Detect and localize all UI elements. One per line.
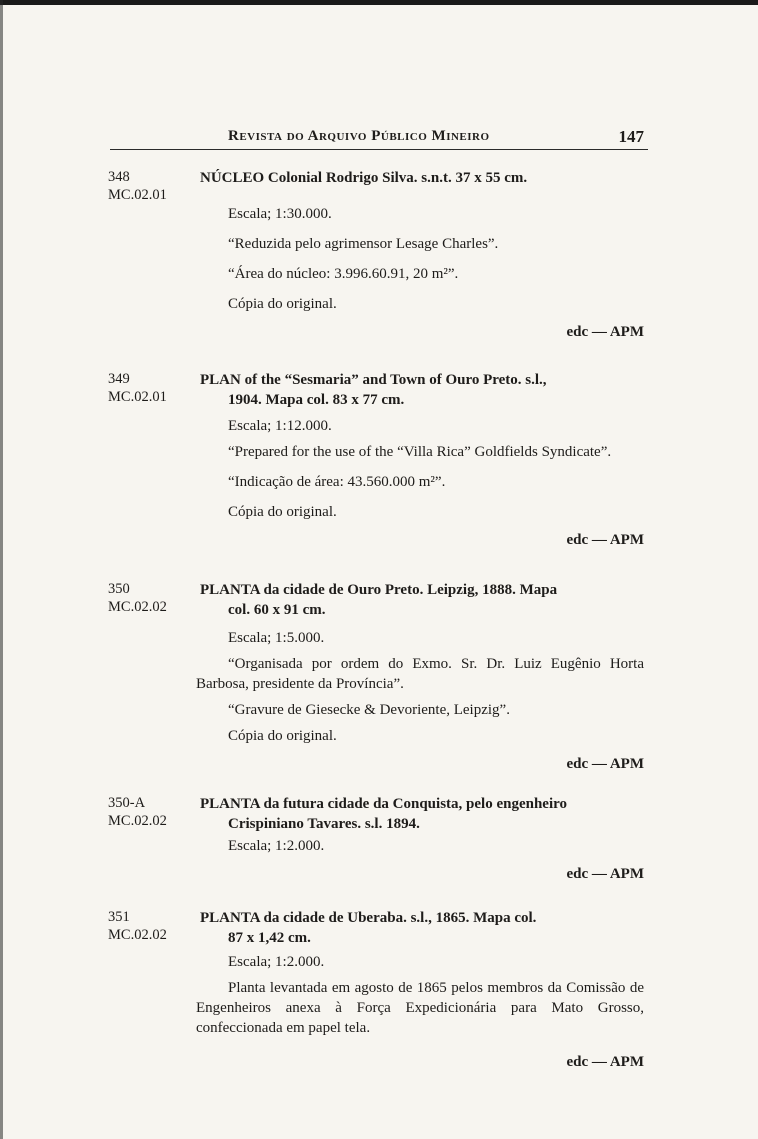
entry-copy-note: Cópia do original.: [228, 296, 337, 312]
entry-note: “Organisada por ordem do Exmo. Sr. Dr. Luiz Eugênio Horta Barbosa, presidente da Província”.: [196, 656, 644, 692]
entry-code: MC.02.02: [108, 813, 167, 829]
entry-description: Planta levantada em agosto de 1865 pelos membros da Comissão de Engenheiros anexa à Força Expedicionária para Mato Grosso, confeccionada em papel tela.: [196, 980, 644, 1036]
entry-title-line-1: PLANTA da cidade de Uberaba. s.l., 1865. Mapa col.: [200, 910, 537, 926]
entry-title-line-1: PLAN of the “Sesmaria” and Town of Ouro Preto. s.l.,: [200, 372, 547, 388]
entry-title-line-1: PLANTA da cidade de Ouro Preto. Leipzig, 1888. Mapa: [200, 582, 558, 598]
entry-engraver-note: “Gravure de Giesecke & Devoriente, Leipzig”.: [228, 702, 510, 718]
page-top-edge: [0, 0, 758, 5]
entry-id: [108, 794, 167, 830]
entry-title: [196, 370, 644, 410]
entry-copy-note: Cópia do original.: [228, 504, 337, 520]
entry-title-line-2: 87 x 1,42 cm.: [228, 930, 311, 946]
entry-title-line-2: col. 60 x 91 cm.: [228, 602, 326, 618]
entry-title-line-2: 1904. Mapa col. 83 x 77 cm.: [228, 392, 405, 408]
entry-body: [196, 794, 644, 884]
entry-signature: edc — APM: [566, 1054, 644, 1070]
running-title: Revista do Arquivo Público Mineiro: [228, 128, 490, 144]
entry-title-line-1: PLANTA da futura cidade da Conquista, pelo engenheiro: [200, 796, 567, 812]
entry-copy-note: Cópia do original.: [228, 728, 337, 744]
entry-body: [196, 908, 644, 1072]
entry-title: [196, 168, 644, 188]
entry-signature: edc — APM: [566, 756, 644, 772]
entry-title-text: NÚCLEO Colonial Rodrigo Silva. s.n.t. 37 x 55 cm.: [200, 170, 528, 186]
entry-number: 348: [108, 169, 130, 185]
entry-code: MC.02.01: [108, 187, 167, 203]
entry-signature: edc — APM: [566, 532, 644, 548]
entry-area: “Área do núcleo: 3.996.60.91, 20 m²”.: [228, 266, 459, 282]
entry-body: [196, 168, 644, 342]
entry-scale: Escala; 1:5.000.: [228, 630, 325, 646]
entry-note: “Prepared for the use of the “Villa Rica” Goldfields Syndicate”.: [228, 444, 612, 460]
entry-title-line-2: Crispiniano Tavares. s.l. 1894.: [228, 816, 420, 832]
entry-id: [108, 168, 167, 204]
header-rule: [110, 149, 648, 150]
entry-code: MC.02.01: [108, 389, 167, 405]
entry-number: 351: [108, 909, 130, 925]
entry-scale: Escala; 1:2.000.: [228, 954, 325, 970]
entry-title: [196, 908, 644, 948]
entry-title: [196, 794, 644, 834]
entry-id: [108, 580, 167, 616]
entry-body: [196, 370, 644, 550]
entry-area: “Indicação de área: 43.560.000 m²”.: [228, 474, 446, 490]
entry-code: MC.02.02: [108, 927, 167, 943]
entry-body: [196, 580, 644, 774]
entry-title: [196, 580, 644, 620]
entry-signature: edc — APM: [566, 866, 644, 882]
entry-number: 350-A: [108, 795, 146, 811]
entry-number: 349: [108, 371, 130, 387]
entry-number: 350: [108, 581, 130, 597]
page-number: 147: [618, 127, 644, 146]
page-left-edge: [0, 0, 3, 1139]
entry-scale: Escala; 1:30.000.: [228, 206, 332, 222]
page-header: [110, 128, 648, 150]
entry-scale: Escala; 1:2.000.: [228, 838, 325, 854]
entry-scale: Escala; 1:12.000.: [228, 418, 332, 434]
entry-signature: edc — APM: [566, 324, 644, 340]
entry-id: [108, 908, 167, 944]
entry-code: MC.02.02: [108, 599, 167, 615]
entry-id: [108, 370, 167, 406]
entry-note: “Reduzida pelo agrimensor Lesage Charles”.: [228, 236, 499, 252]
